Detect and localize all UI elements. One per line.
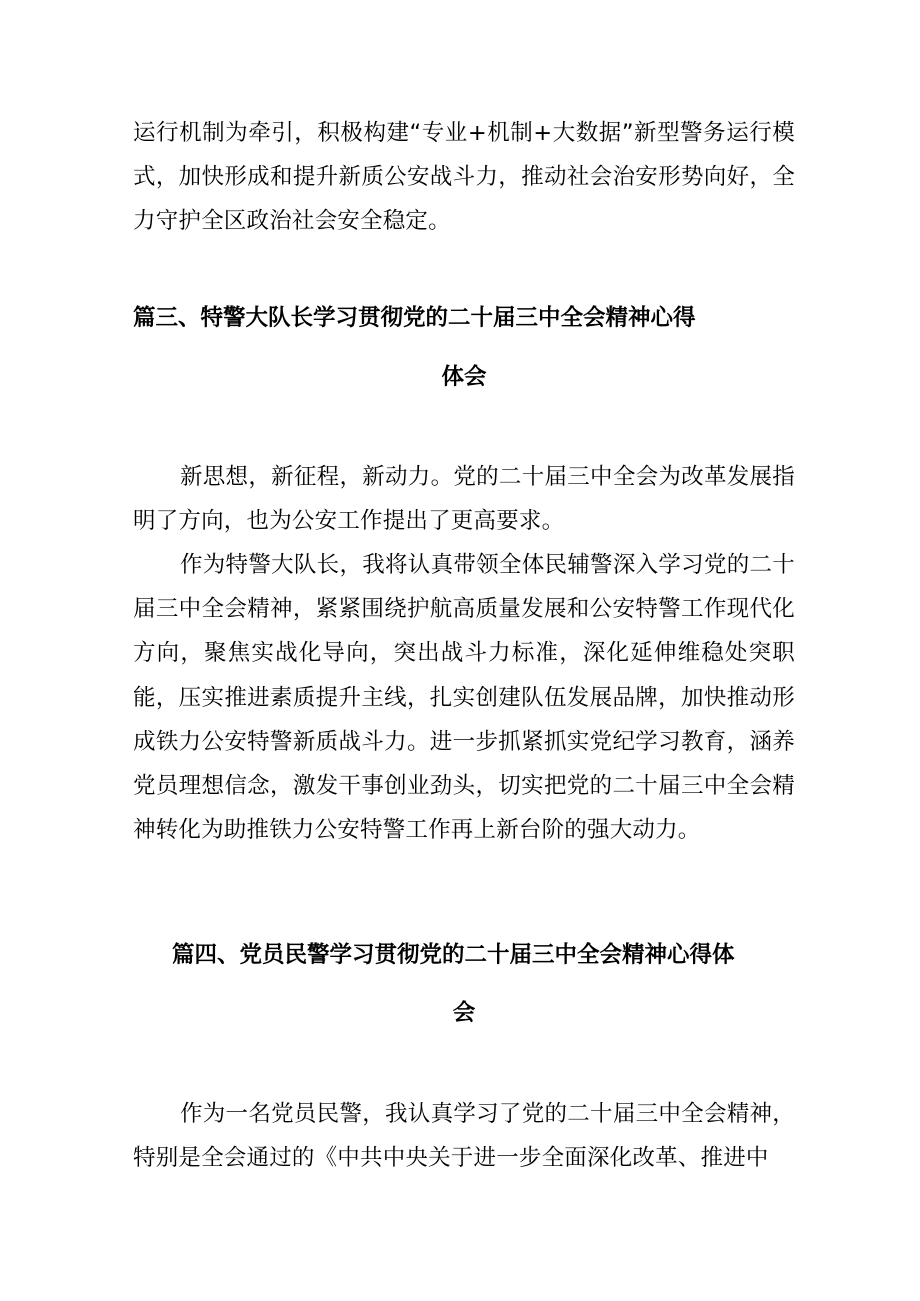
section3-paragraph-2: 作为特警大队长，我将认真带领全体民辅警深入学习党的二十届三中全会精神，紧紧围绕护航高质量发展和公安特警工作现代化方向，聚焦实战化导向，突出战斗力标准，深化延伸维稳处突职能，压实推进素质提升主线，扎实创建队伍发展品牌，加快推动形成铁力公安特警新质战斗力。进一步抓紧抓实党纪学习教育，涵养党员理想信念，激发干事创业劲头，切实把党的二十届三中全会精神转化为助推铁力公安特警工作再上新台阶的强大动力。 — [133, 552, 795, 844]
section3-title: 篇三、特警大队长学习贯彻党的二十届三中全会精神心得 — [133, 305, 696, 331]
section4-title: 篇四、党员民警学习贯彻党的二十届三中全会精神心得体 — [172, 942, 735, 968]
section4-paragraph-1: 作为一名党员民警，我认真学习了党的二十届三中全会精神，特别是全会通过的《中共中央关于进一步全面深化改革、推进中 — [133, 1101, 795, 1172]
section3-title-continued: 体会 — [441, 364, 487, 390]
continuation-paragraph: 运行机制为牵引，积极构建“专业+机制+大数据”新型警务运行模式，加快形成和提升新质公安战斗力，推动社会治安形势向好，全力守护全区政治社会安全稳定。 — [133, 120, 795, 235]
section3-paragraph-1: 新思想，新征程，新动力。党的二十届三中全会为改革发展指明了方向，也为公安工作提出了更高要求。 — [133, 464, 795, 535]
section4-title-continued: 会 — [452, 1000, 476, 1026]
